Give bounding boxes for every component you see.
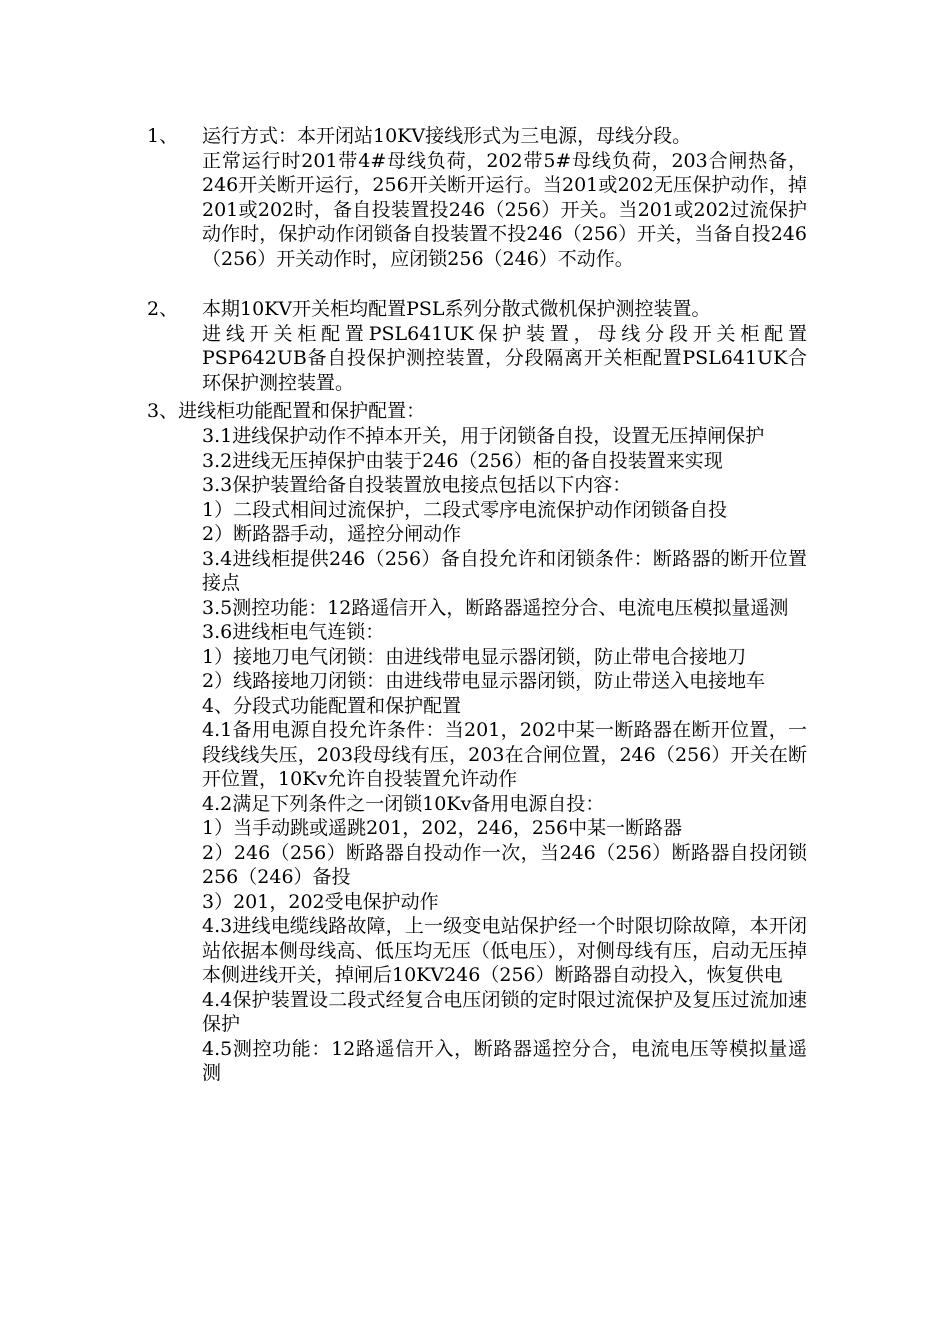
paragraph-3-6: 3.6进线柜电气连锁： bbox=[202, 621, 385, 643]
paragraph-4-4: 4.4保护装置设二段式经复合电压闭锁的定时限过流保护及复压过流加速保护 bbox=[202, 988, 807, 1035]
paragraph-4-2-item-2: 2）246（256）断路器自投动作一次，当246（256）断路器自投闭锁256（246）备投 bbox=[202, 841, 807, 888]
paragraph-3-5: 3.5测控功能：12路遥信开入，断路器遥控分合、电流电压模拟量遥测 bbox=[202, 596, 789, 619]
paragraph-4-2: 4.2满足下列条件之一闭锁10Kv备用电源自投： bbox=[202, 792, 605, 815]
item-1-paragraph-1: 运行方式：本开闭站10KV接线形式为三电源，母线分段。 bbox=[202, 125, 692, 147]
section-3-content bbox=[202, 424, 807, 1086]
section-4-heading: 4、分段式功能配置和保护配置 bbox=[202, 694, 462, 717]
paragraph-4-2-item-3: 3）201，202受电保护动作 bbox=[202, 890, 439, 913]
paragraph-4-1: 4.1备用电源自投允许条件：当201，202中某一断路器在断开位置，一段线线失压，203段母线有压，203在合闸位置，246（256）开关在断开位置，10Kv允许自投装置允许动作 bbox=[202, 719, 807, 790]
item-1-paragraph-2: 正常运行时201带4#母线负荷，202带5#母线负荷，203合闸热备，246开关断开运行，256开关断开运行。当201或202无压保护动作，掉201或202时，备自投装置投246（256）开关。当201或202过流保护动作时，保护动作闭锁备自投装置不投246（256）开关，当备自投246（256）开关动作时，应闭锁256（246）不动作。 bbox=[202, 149, 807, 270]
paragraph-4-5: 4.5测控功能：12路遥信开入，断路器遥控分合，电流电压等模拟量遥测 bbox=[202, 1037, 807, 1084]
paragraph-4-2-item-1: 1）当手动跳或遥跳201，202，246，256中某一断路器 bbox=[202, 817, 683, 839]
paragraph-3-3-item-2: 2）断路器手动，遥控分闸动作 bbox=[202, 523, 462, 545]
paragraph-3-3-item-1: 1）二段式相间过流保护，二段式零序电流保护动作闭锁备自投 bbox=[202, 498, 728, 521]
item-1-number: 1、 bbox=[147, 125, 179, 147]
paragraph-3-1: 3.1进线保护动作不掉本开关，用于闭锁备自投，设置无压掉闸保护 bbox=[202, 425, 765, 447]
section-3-heading: 3、进线柜功能配置和保护配置： bbox=[147, 400, 426, 422]
item-2-paragraph-2: 进线开关柜配置PSL641UK保护装置，母线分段开关柜配置PSP642UB备自投保护测控装置，分段隔离开关柜配置PSL641UK合环保护测控装置。 bbox=[202, 322, 807, 394]
item-1-content bbox=[202, 124, 807, 271]
paragraph-3-4: 3.4进线柜提供246（256）备自投允许和闭锁条件：断路器的断开位置接点 bbox=[202, 547, 807, 594]
paragraph-3-6-item-1: 1）接地刀电气闭锁：由进线带电显示器闭锁，防止带电合接地刀 bbox=[202, 645, 747, 668]
paragraph-4-3: 4.3进线电缆线路故障，上一级变电站保护经一个时限切除故障，本开闭站依据本侧母线高、低压均无压（低电压），对侧母线有压，启动无压掉本侧进线开关，掉闸后10KV246（256）断路器自动投入，恢复供电 bbox=[202, 915, 807, 986]
item-2-paragraph-1: 本期10KV开关柜均配置PSL系列分散式微机保护测控装置。 bbox=[202, 298, 711, 320]
paragraph-3-2: 3.2进线无压掉保护由装于246（256）柜的备自投装置来实现 bbox=[202, 449, 723, 472]
paragraph-3-6-item-2: 2）线路接地刀闭锁：由进线带电显示器闭锁，防止带送入电接地车 bbox=[202, 670, 766, 692]
item-2-number: 2、 bbox=[147, 298, 179, 320]
paragraph-3-3: 3.3保护装置给备自投装置放电接点包括以下内容： bbox=[202, 474, 632, 496]
item-2-content bbox=[202, 297, 807, 395]
